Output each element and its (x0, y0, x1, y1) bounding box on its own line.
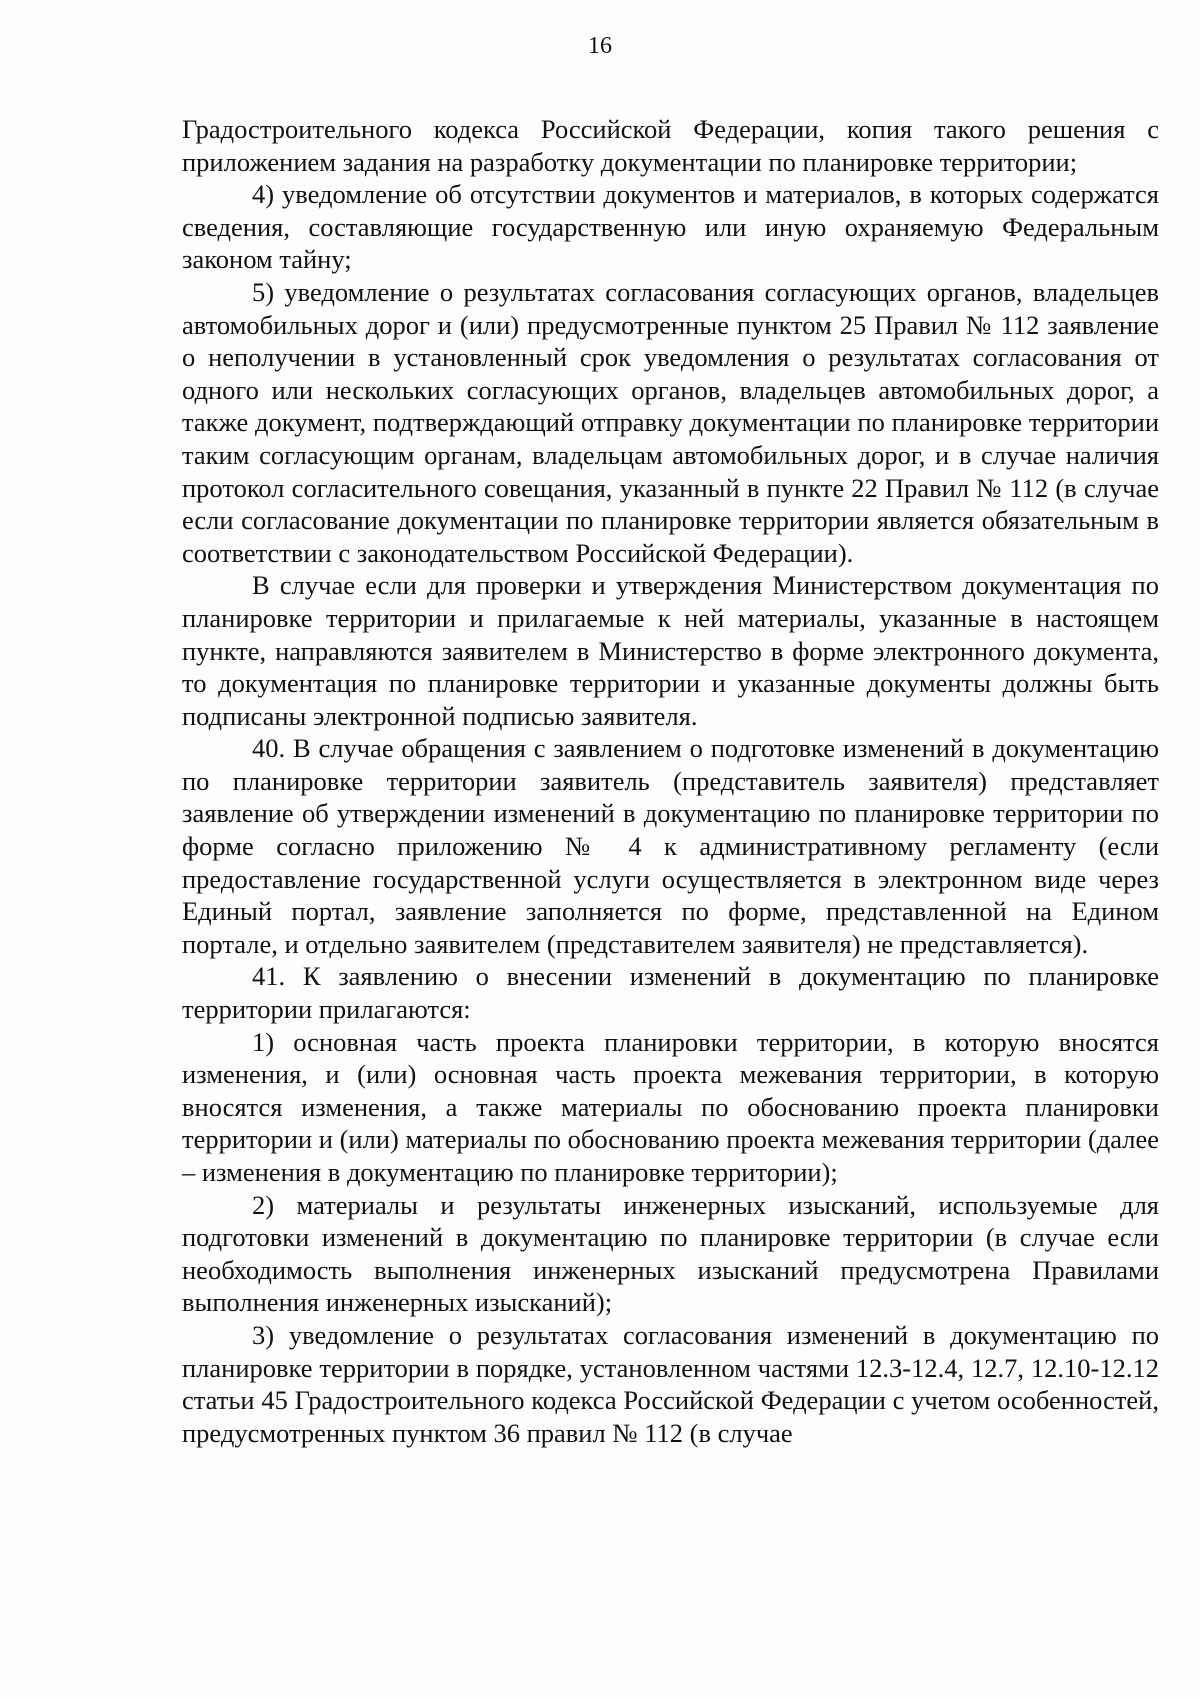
paragraph-item-5: 5) уведомление о результатах согласования согласующих органов, владельцев автомобильных дорог и (или) предусмотренные пунктом 25 Правил № 112 заявление о неполучении в установленный срок уведомления о результатах согласования от одного или нескольких согласующих органов, владельцев автомобильных дорог, а также документ, подтверждающий отправку документации по планировке территории таким согласующим органам, владельцам автомобильных дорог, и в случае наличия протокол согласительного совещания, указанный в пункте 22 Правил № 112 (в случае если согласование документации по планировке территории является обязательным в соответствии с законодательством Российской Федерации). (182, 276, 1159, 568)
paragraph-clause-41-item-2: 2) материалы и результаты инженерных изысканий, используемые для подготовки изменений в документацию по планировке территории (в случае если необходимость выполнения инженерных изысканий предусмотрена Правилами выполнения инженерных изысканий); (182, 1189, 1159, 1318)
paragraph-clause-40: 40. В случае обращения с заявлением о подготовке изменений в документацию по планировке территории заявитель (представитель заявителя) представляет заявление об утверждении изменений в документацию по планировке территории по форме согласно приложению № 4 к административному регламенту (если предоставление государственной услуги осуществляется в электронном виде через Единый портал, заявление заполняется по форме, представленной на Едином портале, и отдельно заявителем (представителем заявителя) не представляется). (182, 733, 1159, 959)
paragraph-clause-41-item-1: 1) основная часть проекта планировки территории, в которую вносятся изменения, и (или) основная часть проекта межевания территории, в которую вносятся изменения, а также материалы по обоснованию проекта планировки территории и (или) материалы по обоснованию проекта межевания территории (далее – изменения в документацию по планировке территории); (182, 1026, 1159, 1187)
paragraph-clause-41: 41. К заявлению о внесении изменений в документацию по планировке территории прилагаются: (182, 961, 1159, 1025)
paragraph-clause-41-item-3: 3) уведомление о результатах согласования изменений в документацию по планировке территории в порядке, установленном частями 12.3-12.4, 12.7, 12.10-12.12 статьи 45 Градостроительного кодекса Российской Федерации с учетом особенностей, предусмотренных пунктом 36 правил № 112 (в случае (182, 1319, 1159, 1448)
paragraph-electronic-form: В случае если для проверки и утверждения Министерством документация по планировке территории и прилагаемые к ней материалы, указанные в настоящем пункте, направляются заявителем в Министерство в форме электронного документа, то документация по планировке территории и указанные документы должны быть подписаны электронной подписью заявителя. (182, 570, 1159, 731)
document-body (182, 113, 1159, 1449)
paragraph-continuation: Градостроительного кодекса Российской Федерации, копия такого решения с приложением задания на разработку документации по планировке территории; (182, 114, 1159, 177)
paragraph-item-4: 4) уведомление об отсутствии документов и материалов, в которых содержатся сведения, составляющие государственную или иную охраняемую Федеральным законом тайну; (182, 179, 1159, 275)
page-number: 16 (588, 33, 612, 59)
